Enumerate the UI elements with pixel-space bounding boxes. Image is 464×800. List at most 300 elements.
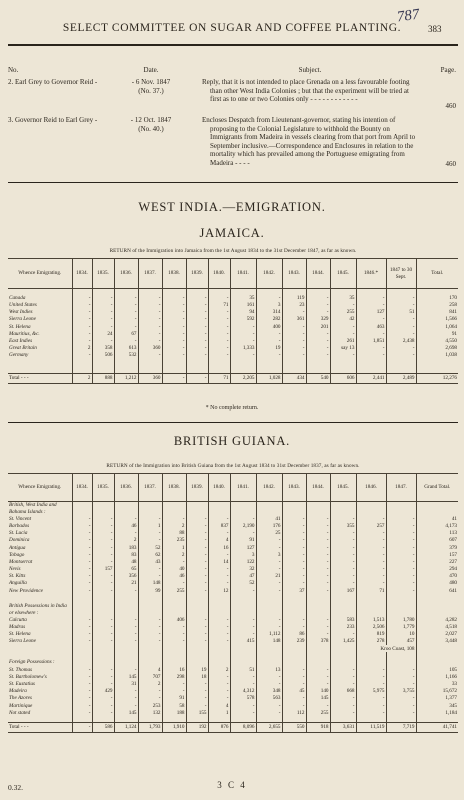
cell-value: - [230, 681, 256, 688]
cell-empty [230, 603, 256, 617]
column-header: 1845. [330, 259, 356, 289]
signature-mark: 3 C 4 [217, 780, 247, 790]
table-row [8, 631, 458, 638]
section-rule [8, 422, 458, 423]
cell-value: 355 [330, 523, 356, 530]
cell-value: 550 [282, 723, 306, 733]
cell-empty [282, 359, 306, 373]
cell-empty [162, 502, 186, 516]
cell-empty [186, 502, 208, 516]
cell-empty [256, 359, 282, 373]
cell-value: 12,276 [416, 373, 458, 383]
cell-value: 71 [356, 587, 386, 594]
cell-value: 463 [356, 323, 386, 330]
cell-value: - [306, 537, 330, 544]
column-header: 1846.* [356, 259, 386, 289]
printed-page-number: 383 [428, 24, 442, 34]
cell-value: 2,027 [445, 631, 457, 638]
cell-value: - [230, 587, 256, 594]
cell-value: - [92, 537, 114, 544]
jamaica-footnote: * No complete return. [205, 405, 259, 411]
cell-value: - [356, 302, 386, 309]
cell-value: - [72, 551, 92, 558]
cell-empty [386, 658, 416, 666]
cell-value: - [208, 338, 230, 345]
cell-value: - [72, 516, 92, 523]
cell-value: 429 [92, 688, 114, 695]
cell-value: - [306, 587, 330, 594]
cell-empty [114, 595, 138, 603]
cell-value: - [72, 302, 92, 309]
cell-value: - [306, 580, 330, 587]
table-row [8, 544, 458, 551]
cell-empty [356, 658, 386, 666]
cell-value: 35 [230, 295, 256, 302]
cell-value: - [186, 316, 208, 323]
cell-value: 434 [282, 373, 306, 383]
cell-value: - [386, 330, 416, 337]
cell-value: 4,173 [445, 522, 457, 529]
cell-value: - [256, 537, 282, 544]
row-label: Anguilla [8, 580, 72, 587]
table-row [8, 345, 458, 352]
cell-empty [138, 595, 162, 603]
cell-value: 837 [208, 523, 230, 530]
cell-value: - [306, 516, 330, 523]
cell-empty [162, 359, 186, 373]
cell-value: - [282, 681, 306, 688]
cell-value: - [162, 580, 186, 587]
cell-value: - [330, 323, 356, 330]
cell-value: - [306, 674, 330, 681]
cell-empty [330, 359, 356, 373]
cell-value: 841 [449, 309, 457, 316]
guiana-table [8, 473, 458, 733]
cell-value: 21 [114, 580, 138, 587]
cell-value: - [186, 551, 208, 558]
cell-value: 91 [162, 695, 186, 702]
cell-value: - [330, 695, 356, 702]
cell-value: - [256, 587, 282, 594]
cell-value: - [92, 516, 114, 523]
row-label: Canada [8, 295, 72, 302]
note-row [8, 645, 458, 652]
cell-empty [356, 595, 386, 603]
column-header: 1841. [230, 259, 256, 289]
cell-empty [230, 359, 256, 373]
cell-value: - [138, 624, 162, 631]
cell-value: 127 [356, 309, 386, 316]
column-header: 1847. [386, 474, 416, 502]
printer-signature: 0.32. [8, 783, 23, 792]
cell-value: 4 [138, 666, 162, 673]
cell-value: 47 [230, 573, 256, 580]
cell-empty [306, 603, 330, 617]
cell-value: - [386, 674, 416, 681]
cell-value: - [138, 295, 162, 302]
cell-value: - [330, 702, 356, 709]
cell-empty [282, 502, 306, 516]
cell-value: - [356, 516, 386, 523]
cell-value: - [72, 323, 92, 330]
cell-value: - [138, 330, 162, 337]
cell-value: - [330, 674, 356, 681]
row-label: Dominica [8, 537, 72, 544]
row-label: Sierra Leone [8, 316, 72, 323]
cell-value: 2 [72, 373, 92, 383]
row-label: St. Helena [8, 323, 72, 330]
cell-value: - [306, 551, 330, 558]
cell-value: - [162, 631, 186, 638]
cell-value: - [282, 516, 306, 523]
cell-value: 4 [208, 537, 230, 544]
cell-value: - [186, 345, 208, 352]
cell-value: 157 [92, 566, 114, 573]
cell-value: - [114, 516, 138, 523]
cell-value: 33 [451, 680, 457, 687]
cell-value: - [208, 631, 230, 638]
cell-value: - [330, 631, 356, 638]
cell-value: - [92, 316, 114, 323]
cell-value: - [92, 323, 114, 330]
group-row [8, 502, 458, 516]
column-header: Grand Total. [416, 474, 458, 502]
cell-value: 51 [386, 309, 416, 316]
cell-value: 583 [330, 617, 356, 624]
cell-value: 314 [256, 309, 282, 316]
cell-value: 145 [306, 695, 330, 702]
cell-value: - [72, 723, 92, 733]
corr-subject: Reply, that it is not intended to place Grenada on a less favourable footing than other West India Colonies ; but that the experiment will be tried at first as to one or two Colonies only - - - - - - - - - - - - [202, 78, 410, 104]
cell-value: - [282, 666, 306, 673]
cell-value: - [186, 295, 208, 302]
guiana-caption: RETURN of the Immigration into British Guiana from the 1st August 1834 to 31st December 1837, as far as known. [106, 463, 360, 469]
cell-value: - [186, 530, 208, 537]
cell-value: 145 [114, 674, 138, 681]
row-label: Calcutta [8, 617, 72, 624]
cell-value: - [162, 559, 186, 566]
cell-value: - [92, 573, 114, 580]
table-row [8, 523, 458, 530]
cell-value: 2,489 [386, 373, 416, 383]
cell-value: - [330, 537, 356, 544]
table-row [8, 695, 458, 702]
cell-value: - [256, 617, 282, 624]
cell-value: - [72, 530, 92, 537]
cell-value: - [138, 316, 162, 323]
cell-value: 2,655 [256, 723, 282, 733]
cell-value: 52 [230, 580, 256, 587]
cell-value: - [306, 544, 330, 551]
cell-value: 167 [330, 587, 356, 594]
cell-value: - [186, 695, 208, 702]
cell-empty [230, 645, 256, 652]
cell-value: 406 [162, 617, 186, 624]
cell-empty [138, 502, 162, 516]
table-row [8, 559, 458, 566]
cell-value: 1,028 [256, 373, 282, 383]
column-header: 1843. [282, 474, 306, 502]
table-row [8, 352, 458, 359]
cell-empty [92, 595, 114, 603]
cell-value: - [186, 702, 208, 709]
cell-value: 1 [162, 544, 186, 551]
cell-value: 41,741 [416, 723, 458, 733]
cell-value: 888 [92, 373, 114, 383]
cell-value: - [256, 674, 282, 681]
col-subject: Subject. [298, 66, 322, 74]
cell-value: - [72, 587, 92, 594]
column-header: Whence Emigrating. [8, 474, 72, 502]
cell-value: 52 [138, 544, 162, 551]
cell-value: - [306, 559, 330, 566]
cell-value: - [72, 566, 92, 573]
cell-value: 83 [114, 551, 138, 558]
corr-date-text: - 6 Nov. 1847 [131, 78, 171, 86]
cell-value: - [208, 516, 230, 523]
cell-value: - [114, 295, 138, 302]
cell-value: - [306, 530, 330, 537]
cell-value: 1,780 [386, 617, 416, 624]
cell-value: - [256, 330, 282, 337]
cell-value: - [386, 709, 416, 716]
cell-empty [162, 645, 186, 652]
cell-empty [330, 603, 356, 617]
cell-value: - [72, 631, 92, 638]
cell-value: - [330, 566, 356, 573]
cell-value: - [186, 573, 208, 580]
cell-value: 578 [230, 695, 256, 702]
cell-empty [356, 502, 386, 516]
cell-value: - [186, 631, 208, 638]
cell-value: - [386, 302, 416, 309]
cell-value: - [306, 702, 330, 709]
cell-value: - [330, 516, 356, 523]
cell-value: 2,506 [356, 624, 386, 631]
cell-value: - [386, 316, 416, 323]
cell-value: - [186, 523, 208, 530]
table-row [8, 530, 458, 537]
cell-value: - [208, 309, 230, 316]
cell-value: - [256, 295, 282, 302]
cell-value: - [306, 566, 330, 573]
table-row [8, 587, 458, 594]
cell-value: - [230, 338, 256, 345]
cell-value: - [386, 695, 416, 702]
table-row [8, 681, 458, 688]
cell-value: - [72, 338, 92, 345]
cell-value: - [162, 302, 186, 309]
cell-value: - [256, 681, 282, 688]
table-row [8, 316, 458, 323]
cell-value: 192 [186, 723, 208, 733]
cell-value: 5,975 [356, 688, 386, 695]
cell-value: 532 [114, 352, 138, 359]
cell-value: say 13 [330, 345, 356, 352]
cell-value: 348 [256, 688, 282, 695]
cell-value: - [306, 681, 330, 688]
corr-subject: Encloses Despatch from Lieutenant-governor, stating his intention of proposing to the Colonial Legislature to withhold the Bounty on Immigrants from Madeira in vessels clearing from that port from April to September inclusive.—Correspondence and Enclosures in relation to the mortality which has prevailed among the Portuguese emigrating from Madeira - - - - [202, 116, 416, 167]
cell-value: - [282, 330, 306, 337]
cell-value: - [92, 302, 114, 309]
cell-empty [306, 502, 330, 516]
cell-value: - [282, 352, 306, 359]
column-header: Total. [416, 259, 458, 289]
row-label: St. Thomas [8, 666, 72, 673]
cell-value: - [208, 352, 230, 359]
cell-value: 3,755 [386, 688, 416, 695]
cell-value: 4,550 [445, 337, 457, 344]
cell-value: - [72, 316, 92, 323]
column-header: 1834. [72, 474, 92, 502]
cell-value: - [282, 624, 306, 631]
cell-value: - [306, 345, 330, 352]
correspondence-row [0, 78, 464, 112]
cell-value: - [72, 624, 92, 631]
cell-value: - [138, 573, 162, 580]
cell-value: - [256, 624, 282, 631]
cell-empty [72, 502, 92, 516]
column-header: 1840. [208, 259, 230, 289]
cell-value: - [282, 530, 306, 537]
cell-value: - [230, 330, 256, 337]
row-label: Total - - - [8, 373, 72, 383]
cell-empty [92, 658, 114, 666]
cell-value: 253 [138, 702, 162, 709]
cell-value: - [330, 666, 356, 673]
cell-value: - [162, 316, 186, 323]
cell-value: - [72, 709, 92, 716]
cell-value: 41 [451, 515, 457, 522]
cell-value: 563 [256, 695, 282, 702]
cell-value: - [92, 530, 114, 537]
cell-value: 7,719 [386, 723, 416, 733]
cell-value: - [208, 330, 230, 337]
cell-value: - [162, 309, 186, 316]
cell-value: - [208, 624, 230, 631]
cell-value: 415 [230, 638, 256, 645]
cell-empty [208, 359, 230, 373]
cell-value: 3 [230, 551, 256, 558]
cell-value: 379 [449, 544, 457, 551]
cell-value: 127 [230, 544, 256, 551]
cell-empty [230, 595, 256, 603]
cell-value: - [230, 352, 256, 359]
cell-value: - [282, 573, 306, 580]
cell-value: - [114, 530, 138, 537]
cell-value: 298 [162, 674, 186, 681]
cell-value: - [138, 566, 162, 573]
cell-value: - [162, 352, 186, 359]
cell-value: 1 [208, 709, 230, 716]
cell-value: 1,513 [356, 617, 386, 624]
cell-value: - [186, 587, 208, 594]
table-row [8, 688, 458, 695]
column-header: 1839. [186, 259, 208, 289]
cell-value: 145 [114, 709, 138, 716]
table-row [8, 302, 458, 309]
cell-value: - [356, 580, 386, 587]
cell-value: 161 [230, 302, 256, 309]
cell-empty [186, 645, 208, 652]
handwritten-page-number: 787 [395, 6, 421, 26]
cell-empty [256, 502, 282, 516]
cell-value: - [72, 330, 92, 337]
column-header: 1838. [162, 259, 186, 289]
column-header: 1841. [230, 474, 256, 502]
column-header: 1834. [72, 259, 92, 289]
cell-value: - [356, 551, 386, 558]
kroo-coast-note: Kroo Coast, 108 [356, 645, 416, 652]
cell-value: - [356, 695, 386, 702]
column-header: 1836. [114, 259, 138, 289]
cell-value: - [306, 302, 330, 309]
jamaica-table [8, 258, 458, 384]
cell-value: 1,910 [162, 723, 186, 733]
cell-value: 4 [208, 702, 230, 709]
column-header: 1844. [306, 259, 330, 289]
cell-value: - [72, 638, 92, 645]
cell-value: 19 [256, 345, 282, 352]
cell-empty [72, 645, 92, 652]
cell-value: - [386, 352, 416, 359]
row-label: St. Bartholomew's [8, 674, 72, 681]
cell-empty [282, 603, 306, 617]
cell-empty [416, 658, 458, 666]
corr-page: 460 [445, 102, 456, 110]
cell-value: 43 [138, 559, 162, 566]
row-label: St. Eustatius [8, 681, 72, 688]
cell-value: 2 [162, 523, 186, 530]
cell-value: - [114, 666, 138, 673]
cell-value: 46 [114, 523, 138, 530]
cell-value: - [306, 624, 330, 631]
cell-value: 42 [330, 316, 356, 323]
cell-empty [330, 595, 356, 603]
cell-value: - [114, 688, 138, 695]
cell-empty [114, 658, 138, 666]
cell-value: 155 [186, 709, 208, 716]
cell-empty [256, 645, 282, 652]
cell-value: - [282, 345, 306, 352]
cell-value: - [72, 617, 92, 624]
cell-value: 16 [162, 666, 186, 673]
cell-value: - [72, 681, 92, 688]
cell-value: - [306, 573, 330, 580]
cell-value: - [356, 559, 386, 566]
cell-value: - [186, 516, 208, 523]
cell-empty [114, 645, 138, 652]
cell-value: 592 [230, 316, 256, 323]
cell-value: - [330, 551, 356, 558]
cell-value: - [386, 523, 416, 530]
cell-value: 457 [386, 638, 416, 645]
cell-value: - [230, 617, 256, 624]
cell-value: 71 [208, 373, 230, 383]
cell-empty [356, 603, 386, 617]
cell-value: - [186, 373, 208, 383]
cell-value: - [72, 559, 92, 566]
cell-value: - [356, 566, 386, 573]
cell-value: - [256, 566, 282, 573]
column-header: 1837. [138, 474, 162, 502]
cell-value: - [282, 544, 306, 551]
cell-value: 1,124 [114, 723, 138, 733]
cell-value: - [282, 551, 306, 558]
cell-value: - [386, 587, 416, 594]
cell-value: 255 [306, 709, 330, 716]
cell-value: - [92, 587, 114, 594]
